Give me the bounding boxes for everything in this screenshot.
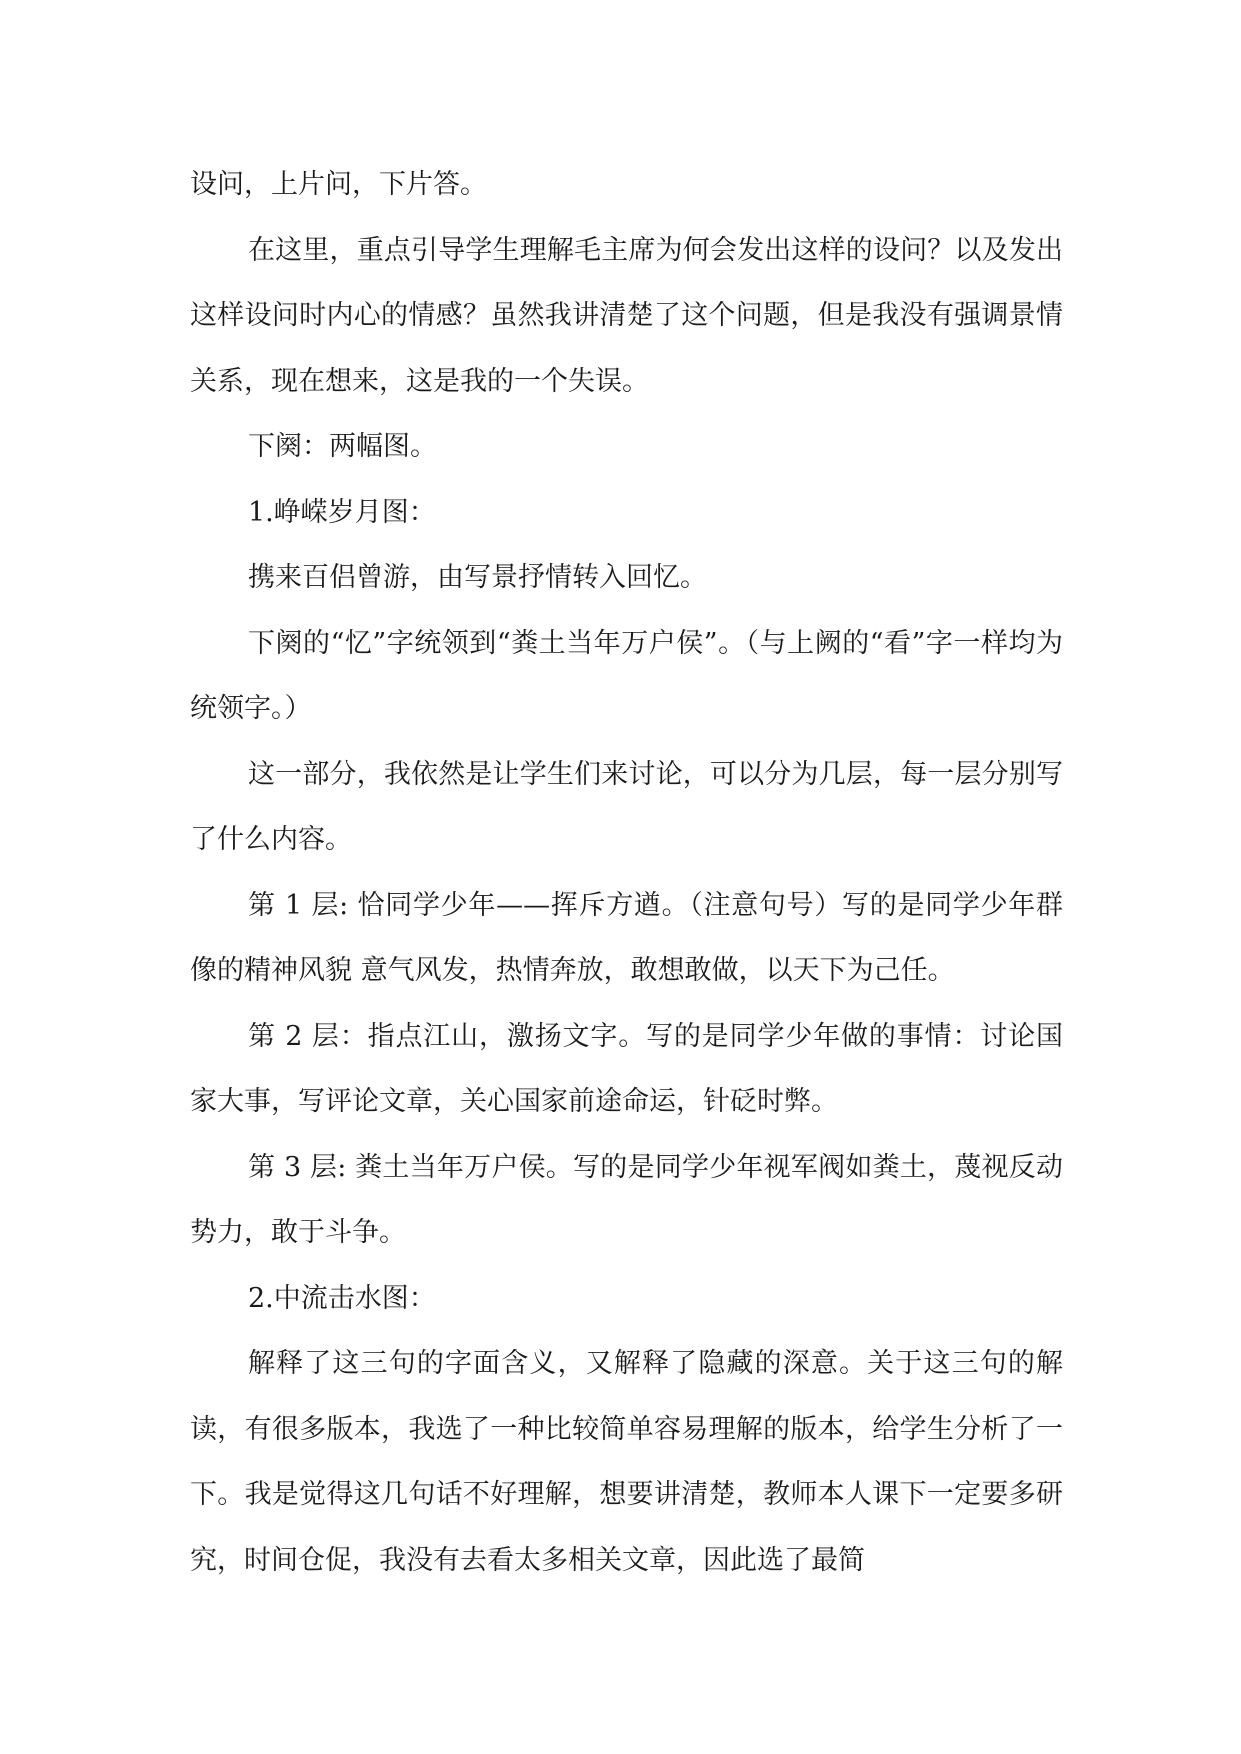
paragraph: 下阕的“忆”字统领到“粪土当年万户侯”。（与上阙的“看”字一样均为统领字。） [190,627,1063,724]
document-body [190,152,1063,1593]
paragraph: 第 2 层：指点江山，激扬文字。写的是同学少年做的事情：讨论国家大事，写评论文章，关心国家前途命运，针砭时弊。 [190,1020,1063,1117]
paragraph: 在这里，重点引导学生理解毛主席为何会发出这样的设问？以及发出这样设问时内心的情感？虽然我讲清楚了这个问题，但是我没有强调景情关系，现在想来，这是我的一个失误。 [190,234,1063,397]
paragraph: 设问，上片问，下片答。 [190,169,487,200]
paragraph: 携来百侣曾游，由写景抒情转入回忆。 [248,562,707,593]
section-heading: 2.中流击水图： [248,1282,436,1314]
paragraph: 这一部分，我依然是让学生们来讨论，可以分为几层，每一层分别写了什么内容。 [190,758,1063,855]
paragraph: 第 3 层: 粪土当年万户侯。写的是同学少年视军阀如粪土，蔑视反动势力，敢于斗争。 [190,1151,1063,1248]
paragraph: 第 1 层: 恰同学少年——挥斥方遒。（注意句号）写的是同学少年群像的精神风貌 意气风发，热情奔放，敢想敢做，以天下为己任。 [190,889,1063,986]
paragraph: 下阕：两幅图。 [248,431,437,462]
section-heading: 1.峥嵘岁月图： [248,496,436,528]
paragraph: 解释了这三句的字面含义，又解释了隐藏的深意。关于这三句的解读，有很多版本，我选了一种比较简单容易理解的版本，给学生分析了一下。我是觉得这几句话不好理解，想要讲清楚，教师本人课下一定要多研究，时间仓促，我没有去看太多相关文章，因此选了最简 [190,1348,1063,1576]
